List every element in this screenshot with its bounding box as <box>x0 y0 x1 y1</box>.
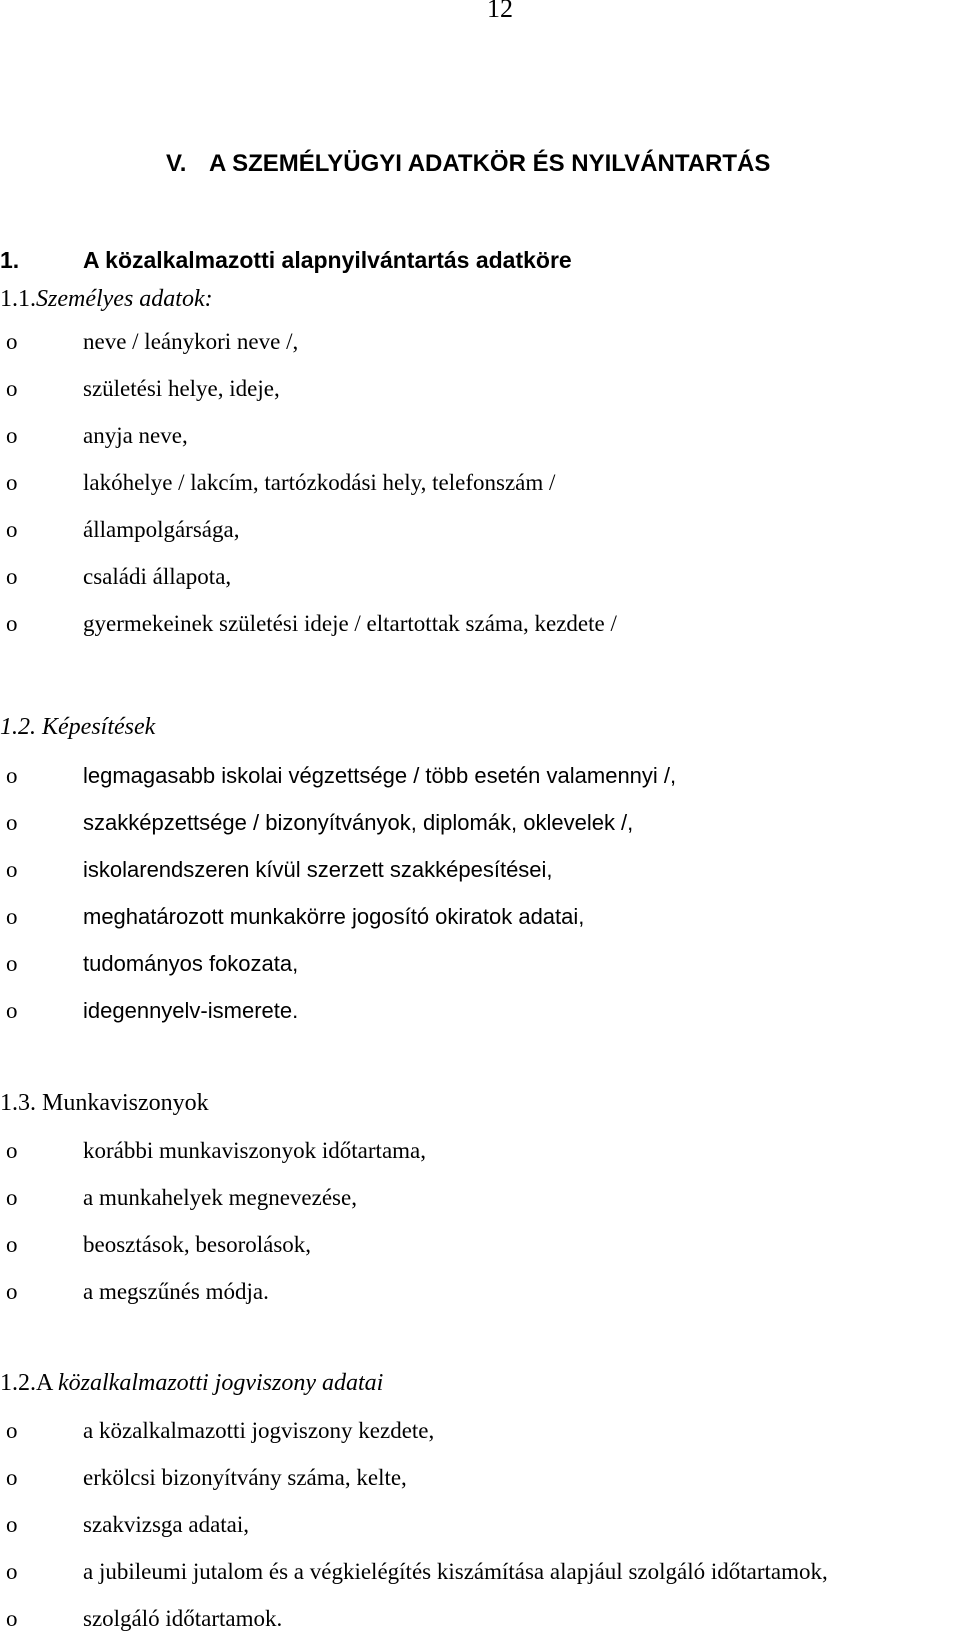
subsection-number: 1.2. <box>0 1370 36 1396</box>
bullet: o <box>6 611 18 636</box>
bullet: o <box>6 376 18 401</box>
bullet: o <box>6 564 18 589</box>
bullet: o <box>6 857 18 882</box>
bullet: o <box>6 423 18 448</box>
bullet: o <box>6 1465 18 1490</box>
page-number: 12 <box>487 0 513 23</box>
subsection-prefix: A <box>36 1370 53 1396</box>
section-number: 1. <box>0 247 20 273</box>
document-page: 12 V. A SZEMÉLYÜGYI ADATKÖR ÉS NYILVÁNTARTÁS 1. A közalkalmazotti alapnyilvántartás adatköre 1.1.Személyes adatok: o neve / leánykori neve /, o születési helye, ideje, o anyja neve, o lakóhelye / lakcím, tartózkodási hely, telefonszám / o állampolgársága, o családi állapota, o gyermekeinek születési ideje / eltartottak száma, kezdete / 1.2. Képesítések o legmagasabb iskolai végzettsége / több esetén valamennyi /, o szakképzettsége / bizonyítványok, diplomák, oklevelek /, o iskolarendszeren kívül szerzett szakképesítései, o meghatározott munkakörre jogosító okiratok adatai, o tudományos fokozata, o idegennyelv-ismerete. 1.3. Munkaviszonyok o korábbi munkaviszonyok időtartama, o a munkahelyek megnevezése, o beosztások, besorolások, o a megszűnés módja. 1.2.A közalkalmazotti jogviszony adatai o a közalkalmazotti jogviszony kezdete, o erkölcsi bizonyítvány száma, kelte, o szakvizsga adatai, o a jubileumi jutalom és a végkielégítés kiszámítása alapjául szolgáló időtartamok, o szolgáló időtartamok. <box>0 0 960 1633</box>
bullet: o <box>6 1512 18 1537</box>
bullet: o <box>6 763 18 788</box>
subsection-number: 1.2. <box>0 714 36 740</box>
section-title <box>0 247 572 274</box>
subsection-title: Képesítések <box>42 714 156 740</box>
subsection-heading-employment <box>0 1089 209 1117</box>
subsection-title: Személyes adatok: <box>36 286 213 312</box>
bullet: o <box>6 1606 18 1631</box>
bullet: o <box>6 1559 18 1584</box>
bullet: o <box>6 1418 18 1443</box>
bullet: o <box>6 904 18 929</box>
bullet: o <box>6 517 18 542</box>
subsection-heading-qualifications <box>0 713 155 741</box>
chapter-title-text: A SZEMÉLYÜGYI ADATKÖR ÉS NYILVÁNTARTÁS <box>209 150 771 177</box>
subsection-heading-personal <box>0 285 213 313</box>
bullet: o <box>6 1232 18 1257</box>
chapter-number: V. <box>166 150 187 177</box>
bullet: o <box>6 810 18 835</box>
subsection-number: 1.1. <box>0 286 36 312</box>
subsection-heading-legal-relationship <box>0 1369 383 1397</box>
bullet: o <box>6 951 18 976</box>
subsection-number: 1.3. <box>0 1090 36 1116</box>
bullet: o <box>6 1138 18 1163</box>
bullet: o <box>6 329 18 354</box>
chapter-title <box>166 150 770 178</box>
subsection-title: Munkaviszonyok <box>42 1090 209 1116</box>
bullet: o <box>6 1279 18 1304</box>
bullet: o <box>6 1185 18 1210</box>
subsection-title: közalkalmazotti jogviszony adatai <box>58 1370 384 1396</box>
bullet: o <box>6 998 18 1023</box>
bullet: o <box>6 470 18 495</box>
section-title-text: A közalkalmazotti alapnyilvántartás adatköre <box>83 247 572 273</box>
